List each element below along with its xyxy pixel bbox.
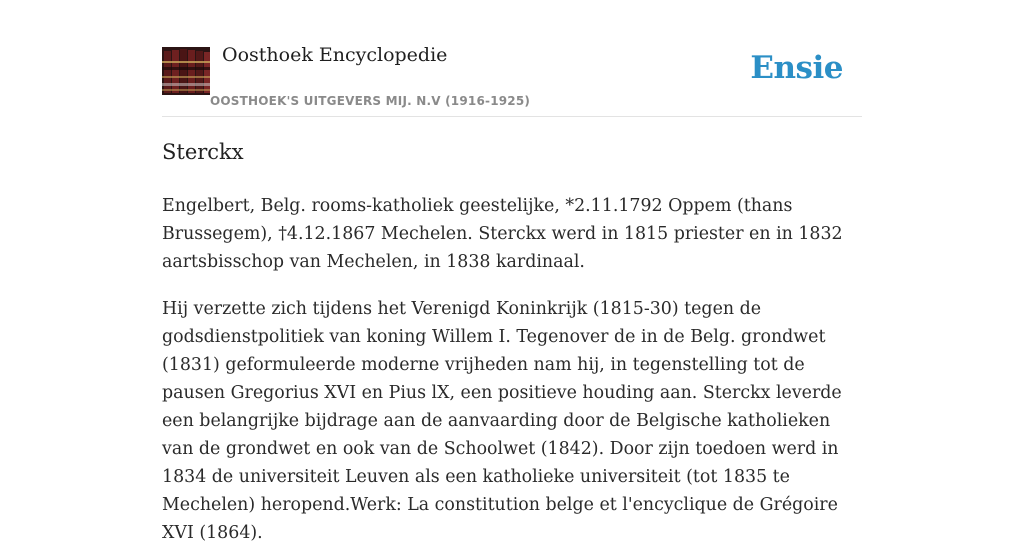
article-container — [162, 0, 862, 543]
source-header — [162, 0, 862, 117]
source-subtitle: OOSTHOEK'S UITGEVERS MIJ. N.V (1916-1925) — [210, 94, 531, 108]
encyclopedia-books-icon[interactable] — [162, 47, 210, 95]
ensie-logo-link[interactable]: Ensie — [750, 50, 843, 86]
article-paragraph: Engelbert, Belg. rooms-katholiek geestelijke, *2.11.1792 Oppem (thans Brussegem), †4.12.1867 Mechelen. Sterckx werd in 1815 priester en in 1832 aartsbisschop van Mechelen, in 1838 kardinaal. — [162, 196, 843, 272]
article-title: Sterckx — [162, 140, 244, 164]
source-name-link[interactable]: Oosthoek Encyclopedie — [222, 44, 448, 66]
article-paragraph: Hij verzette zich tijdens het Verenigd Koninkrijk (1815-30) tegen de godsdienstpolitiek van koning Willem I. Tegenover de in de Belg. grondwet (1831) geformuleerde moderne vrijheden nam hij, in tegenstelling tot de pausen Gregorius XVI en Pius lX, een positieve houding aan. Sterckx leverde een belangrijke bijdrage aan de aanvaarding door de Belgische katholieken van de grondwet en ook van de Schoolwet (1842). Door zijn toedoen werd in 1834 de universiteit Leuven als een katholieke universiteit (tot 1835 te Mechelen) heropend.Werk: La constitution belge et l'encyclique de Grégoire XVI (1864). — [162, 299, 842, 543]
